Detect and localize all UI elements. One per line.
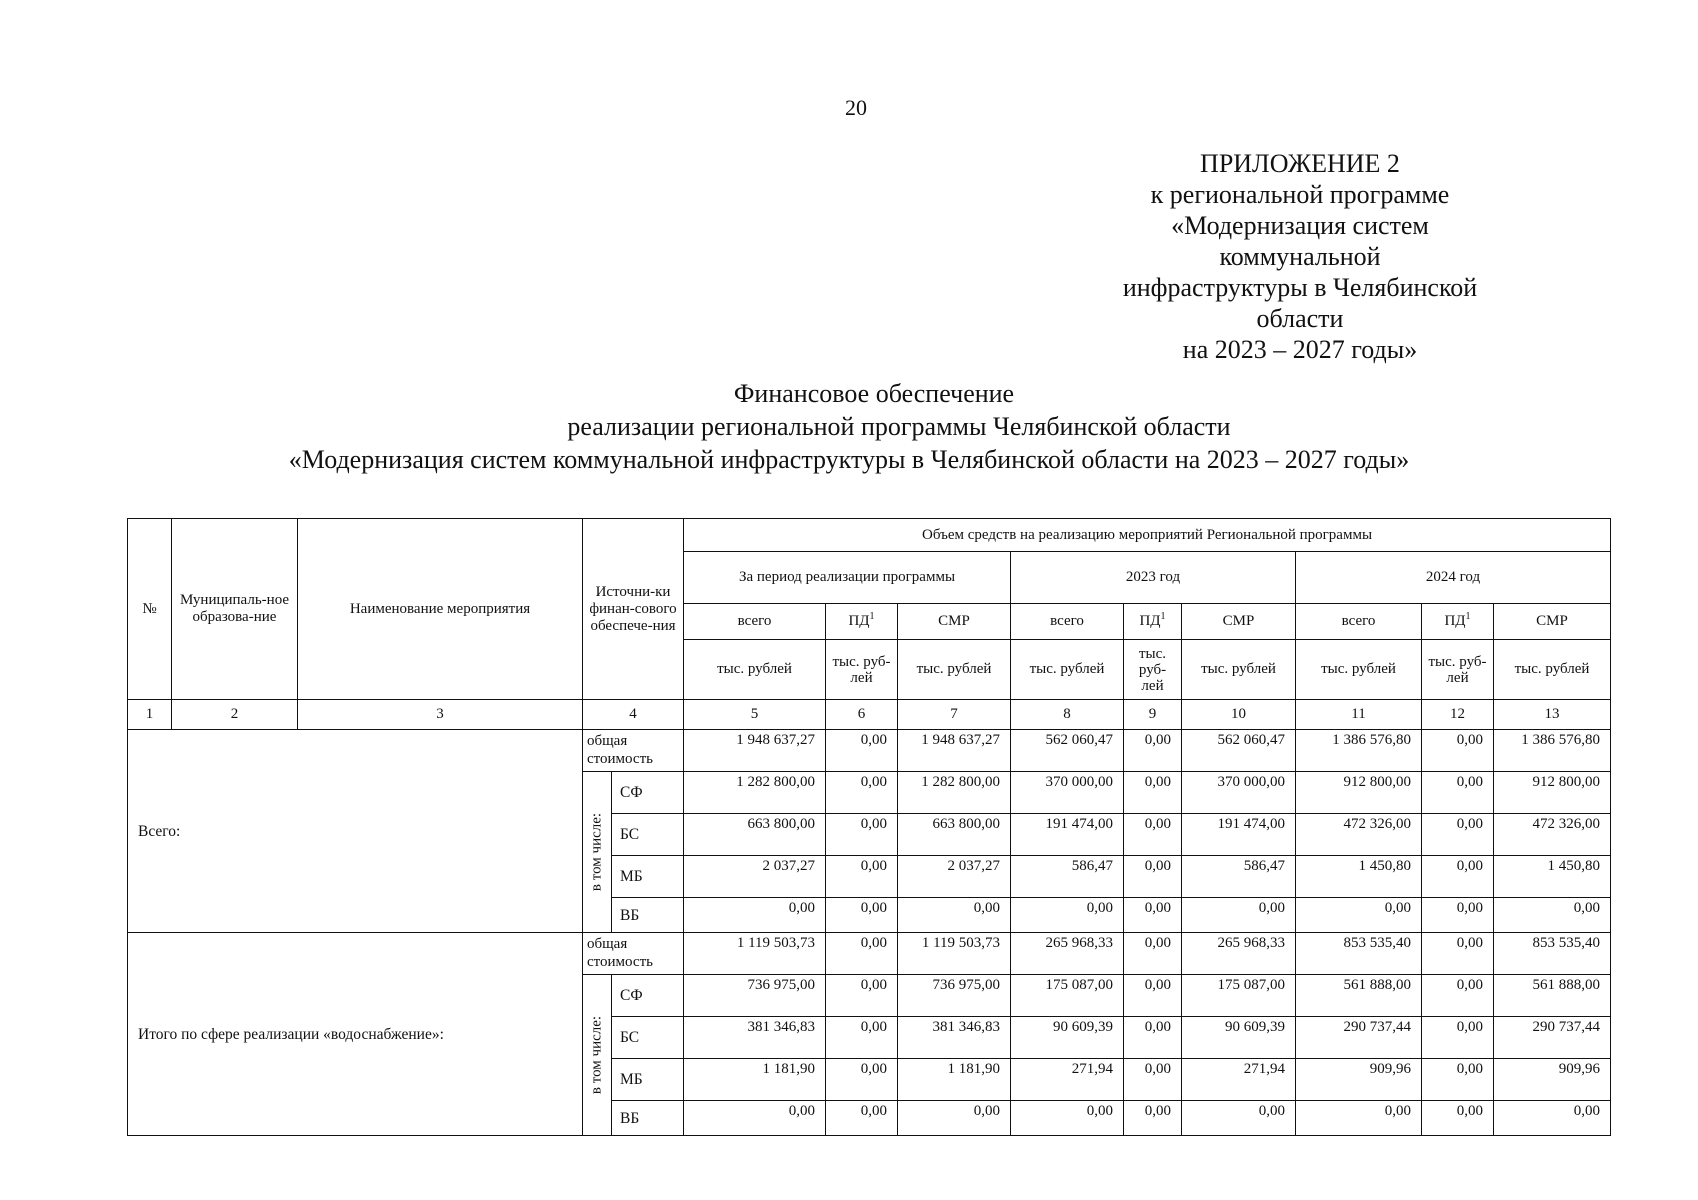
source-label: ВБ [612, 898, 684, 933]
col-number: 2 [172, 700, 298, 730]
value-cell: 0,00 [1422, 772, 1494, 814]
source-label: СФ [612, 975, 684, 1017]
value-cell: 736 975,00 [898, 975, 1011, 1017]
in-that-number-label: в том числе: [583, 772, 612, 933]
in-that-number-label: в том числе: [583, 975, 612, 1136]
source-label: МБ [612, 856, 684, 898]
value-cell: 2 037,27 [898, 856, 1011, 898]
value-cell: 370 000,00 [1182, 772, 1296, 814]
col-number: 12 [1422, 700, 1494, 730]
value-cell: 853 535,40 [1296, 933, 1422, 975]
value-cell: 271,94 [1182, 1059, 1296, 1101]
header-unit: тыс. рублей [684, 640, 826, 700]
value-cell: 1 282 800,00 [684, 772, 826, 814]
appendix-block [1090, 148, 1510, 365]
col-number: 7 [898, 700, 1011, 730]
header-unit: тыс. руб-лей [826, 640, 898, 700]
document-title [0, 377, 1698, 476]
col-number: 13 [1494, 700, 1611, 730]
value-cell: 562 060,47 [1011, 730, 1124, 772]
value-cell: 0,00 [826, 772, 898, 814]
header-pd: $ПД^1$ [1422, 604, 1494, 640]
value-cell: 912 800,00 [1494, 772, 1611, 814]
value-cell: 0,00 [1124, 898, 1182, 933]
column-number-row [128, 700, 1611, 730]
header-year-2023: 2023 год [1011, 552, 1296, 604]
header-unit: тыс. рублей [1011, 640, 1124, 700]
value-cell: 0,00 [1494, 1101, 1611, 1136]
value-cell: 0,00 [1422, 898, 1494, 933]
col-number: 1 [128, 700, 172, 730]
header-volume: Объем средств на реализацию мероприятий Региональной программы [684, 519, 1611, 552]
value-cell: 0,00 [826, 856, 898, 898]
col-number: 6 [826, 700, 898, 730]
header-pd: $ПД^1$ [826, 604, 898, 640]
value-cell: 265 968,33 [1011, 933, 1124, 975]
value-cell: 0,00 [826, 1017, 898, 1059]
appendix-line: инфраструктуры в Челябинской области [1122, 273, 1478, 333]
value-cell: 0,00 [826, 730, 898, 772]
value-cell: 0,00 [1124, 814, 1182, 856]
value-cell: 736 975,00 [684, 975, 826, 1017]
header-measure: Наименование мероприятия [298, 519, 583, 700]
header-unit: тыс. рублей [1296, 640, 1422, 700]
value-cell: 0,00 [1124, 975, 1182, 1017]
value-cell: 1 450,80 [1494, 856, 1611, 898]
value-cell: 381 346,83 [898, 1017, 1011, 1059]
value-cell: 175 087,00 [1182, 975, 1296, 1017]
value-cell: 0,00 [1422, 1059, 1494, 1101]
header-unit: тыс. рублей [1494, 640, 1611, 700]
title-line: Финансовое обеспечение [733, 379, 1015, 408]
value-cell: 0,00 [1296, 1101, 1422, 1136]
value-cell: 90 609,39 [1011, 1017, 1124, 1059]
value-cell: 0,00 [1494, 898, 1611, 933]
header-smr: СМР [898, 604, 1011, 640]
header-unit: тыс. рублей [1182, 640, 1296, 700]
value-cell: 1 386 576,80 [1494, 730, 1611, 772]
header-total: всего [1011, 604, 1124, 640]
value-cell: 0,00 [1182, 898, 1296, 933]
col-number: 11 [1296, 700, 1422, 730]
table-body [128, 730, 1611, 1136]
table-row [128, 730, 1611, 772]
appendix-line: на 2023 – 2027 годы» [1182, 335, 1418, 364]
col-number: 8 [1011, 700, 1124, 730]
col-number: 4 [583, 700, 684, 730]
value-cell: 0,00 [826, 1101, 898, 1136]
table-row [128, 933, 1611, 975]
appendix-line: «Модернизация систем коммунальной [1171, 211, 1429, 271]
header-no: № [128, 519, 172, 700]
value-cell: 0,00 [1422, 975, 1494, 1017]
page-number: 20 [845, 95, 867, 120]
value-cell: 0,00 [1124, 730, 1182, 772]
header-source: Источни-ки финан-сового обеспече-ния [583, 519, 684, 700]
value-cell: 271,94 [1011, 1059, 1124, 1101]
value-cell: 1 119 503,73 [684, 933, 826, 975]
value-cell: 0,00 [826, 1059, 898, 1101]
value-cell: 586,47 [1182, 856, 1296, 898]
source-label: ВБ [612, 1101, 684, 1136]
value-cell: 586,47 [1011, 856, 1124, 898]
value-cell: 191 474,00 [1011, 814, 1124, 856]
value-cell: 0,00 [684, 898, 826, 933]
header-municipality: Муниципаль-ное образова-ние [172, 519, 298, 700]
total-cost-label: общая стоимость [583, 730, 684, 772]
value-cell: 472 326,00 [1494, 814, 1611, 856]
header-smr: СМР [1182, 604, 1296, 640]
value-cell: 663 800,00 [684, 814, 826, 856]
financing-table [127, 518, 1611, 1136]
value-cell: 663 800,00 [898, 814, 1011, 856]
value-cell: 0,00 [1124, 856, 1182, 898]
source-label: БС [612, 1017, 684, 1059]
value-cell: 381 346,83 [684, 1017, 826, 1059]
value-cell: 909,96 [1296, 1059, 1422, 1101]
header-smr: СМР [1494, 604, 1611, 640]
value-cell: 853 535,40 [1494, 933, 1611, 975]
source-label: СФ [612, 772, 684, 814]
value-cell: 0,00 [1011, 1101, 1124, 1136]
total-cost-label: общая стоимость [583, 933, 684, 975]
value-cell: 0,00 [1422, 933, 1494, 975]
value-cell: 0,00 [898, 898, 1011, 933]
value-cell: 562 060,47 [1182, 730, 1296, 772]
value-cell: 0,00 [1422, 814, 1494, 856]
value-cell: 0,00 [1124, 933, 1182, 975]
header-pd: $ПД^1$ [1124, 604, 1182, 640]
header-unit: тыс. руб-лей [1422, 640, 1494, 700]
value-cell: 0,00 [1422, 730, 1494, 772]
value-cell: 0,00 [1011, 898, 1124, 933]
header-total: всего [1296, 604, 1422, 640]
group-label: Итого по сфере реализации «водоснабжение»: [128, 933, 583, 1136]
source-label: МБ [612, 1059, 684, 1101]
header-period: За период реализации программы [684, 552, 1011, 604]
value-cell: 561 888,00 [1296, 975, 1422, 1017]
header-year-2024: 2024 год [1296, 552, 1611, 604]
value-cell: 912 800,00 [1296, 772, 1422, 814]
value-cell: 191 474,00 [1182, 814, 1296, 856]
value-cell: 2 037,27 [684, 856, 826, 898]
col-number: 10 [1182, 700, 1296, 730]
col-number: 5 [684, 700, 826, 730]
value-cell: 909,96 [1494, 1059, 1611, 1101]
header-total: всего [684, 604, 826, 640]
appendix-title: ПРИЛОЖЕНИЕ 2 [1200, 149, 1400, 178]
value-cell: 0,00 [826, 814, 898, 856]
value-cell: 0,00 [1124, 1059, 1182, 1101]
value-cell: 1 181,90 [898, 1059, 1011, 1101]
value-cell: 1 450,80 [1296, 856, 1422, 898]
header-unit: тыс. руб-лей [1124, 640, 1182, 700]
value-cell: 0,00 [1124, 1101, 1182, 1136]
header-unit: тыс. рублей [898, 640, 1011, 700]
value-cell: 0,00 [1422, 1101, 1494, 1136]
value-cell: 0,00 [1182, 1101, 1296, 1136]
value-cell: 1 181,90 [684, 1059, 826, 1101]
value-cell: 290 737,44 [1296, 1017, 1422, 1059]
value-cell: 0,00 [826, 975, 898, 1017]
value-cell: 175 087,00 [1011, 975, 1124, 1017]
value-cell: 290 737,44 [1494, 1017, 1611, 1059]
header-row [128, 519, 1611, 552]
value-cell: 0,00 [1124, 1017, 1182, 1059]
value-cell: 1 948 637,27 [684, 730, 826, 772]
value-cell: 265 968,33 [1182, 933, 1296, 975]
value-cell: 0,00 [1422, 1017, 1494, 1059]
value-cell: 472 326,00 [1296, 814, 1422, 856]
value-cell: 0,00 [826, 898, 898, 933]
value-cell: 1 948 637,27 [898, 730, 1011, 772]
title-line: «Модернизация систем коммунальной инфраструктуры в Челябинской области на 2023 – 2027 годы» [288, 445, 1410, 474]
appendix-line: к региональной программе [1150, 180, 1450, 209]
value-cell: 1 282 800,00 [898, 772, 1011, 814]
value-cell: 0,00 [1422, 856, 1494, 898]
value-cell: 0,00 [826, 933, 898, 975]
value-cell: 1 119 503,73 [898, 933, 1011, 975]
value-cell: 1 386 576,80 [1296, 730, 1422, 772]
value-cell: 561 888,00 [1494, 975, 1611, 1017]
value-cell: 0,00 [684, 1101, 826, 1136]
group-label: Всего: [128, 730, 583, 933]
col-number: 3 [298, 700, 583, 730]
source-label: БС [612, 814, 684, 856]
value-cell: 0,00 [1296, 898, 1422, 933]
value-cell: 0,00 [898, 1101, 1011, 1136]
title-line: реализации региональной программы Челябинской области [567, 412, 1231, 441]
value-cell: 370 000,00 [1011, 772, 1124, 814]
value-cell: 0,00 [1124, 772, 1182, 814]
col-number: 9 [1124, 700, 1182, 730]
value-cell: 90 609,39 [1182, 1017, 1296, 1059]
